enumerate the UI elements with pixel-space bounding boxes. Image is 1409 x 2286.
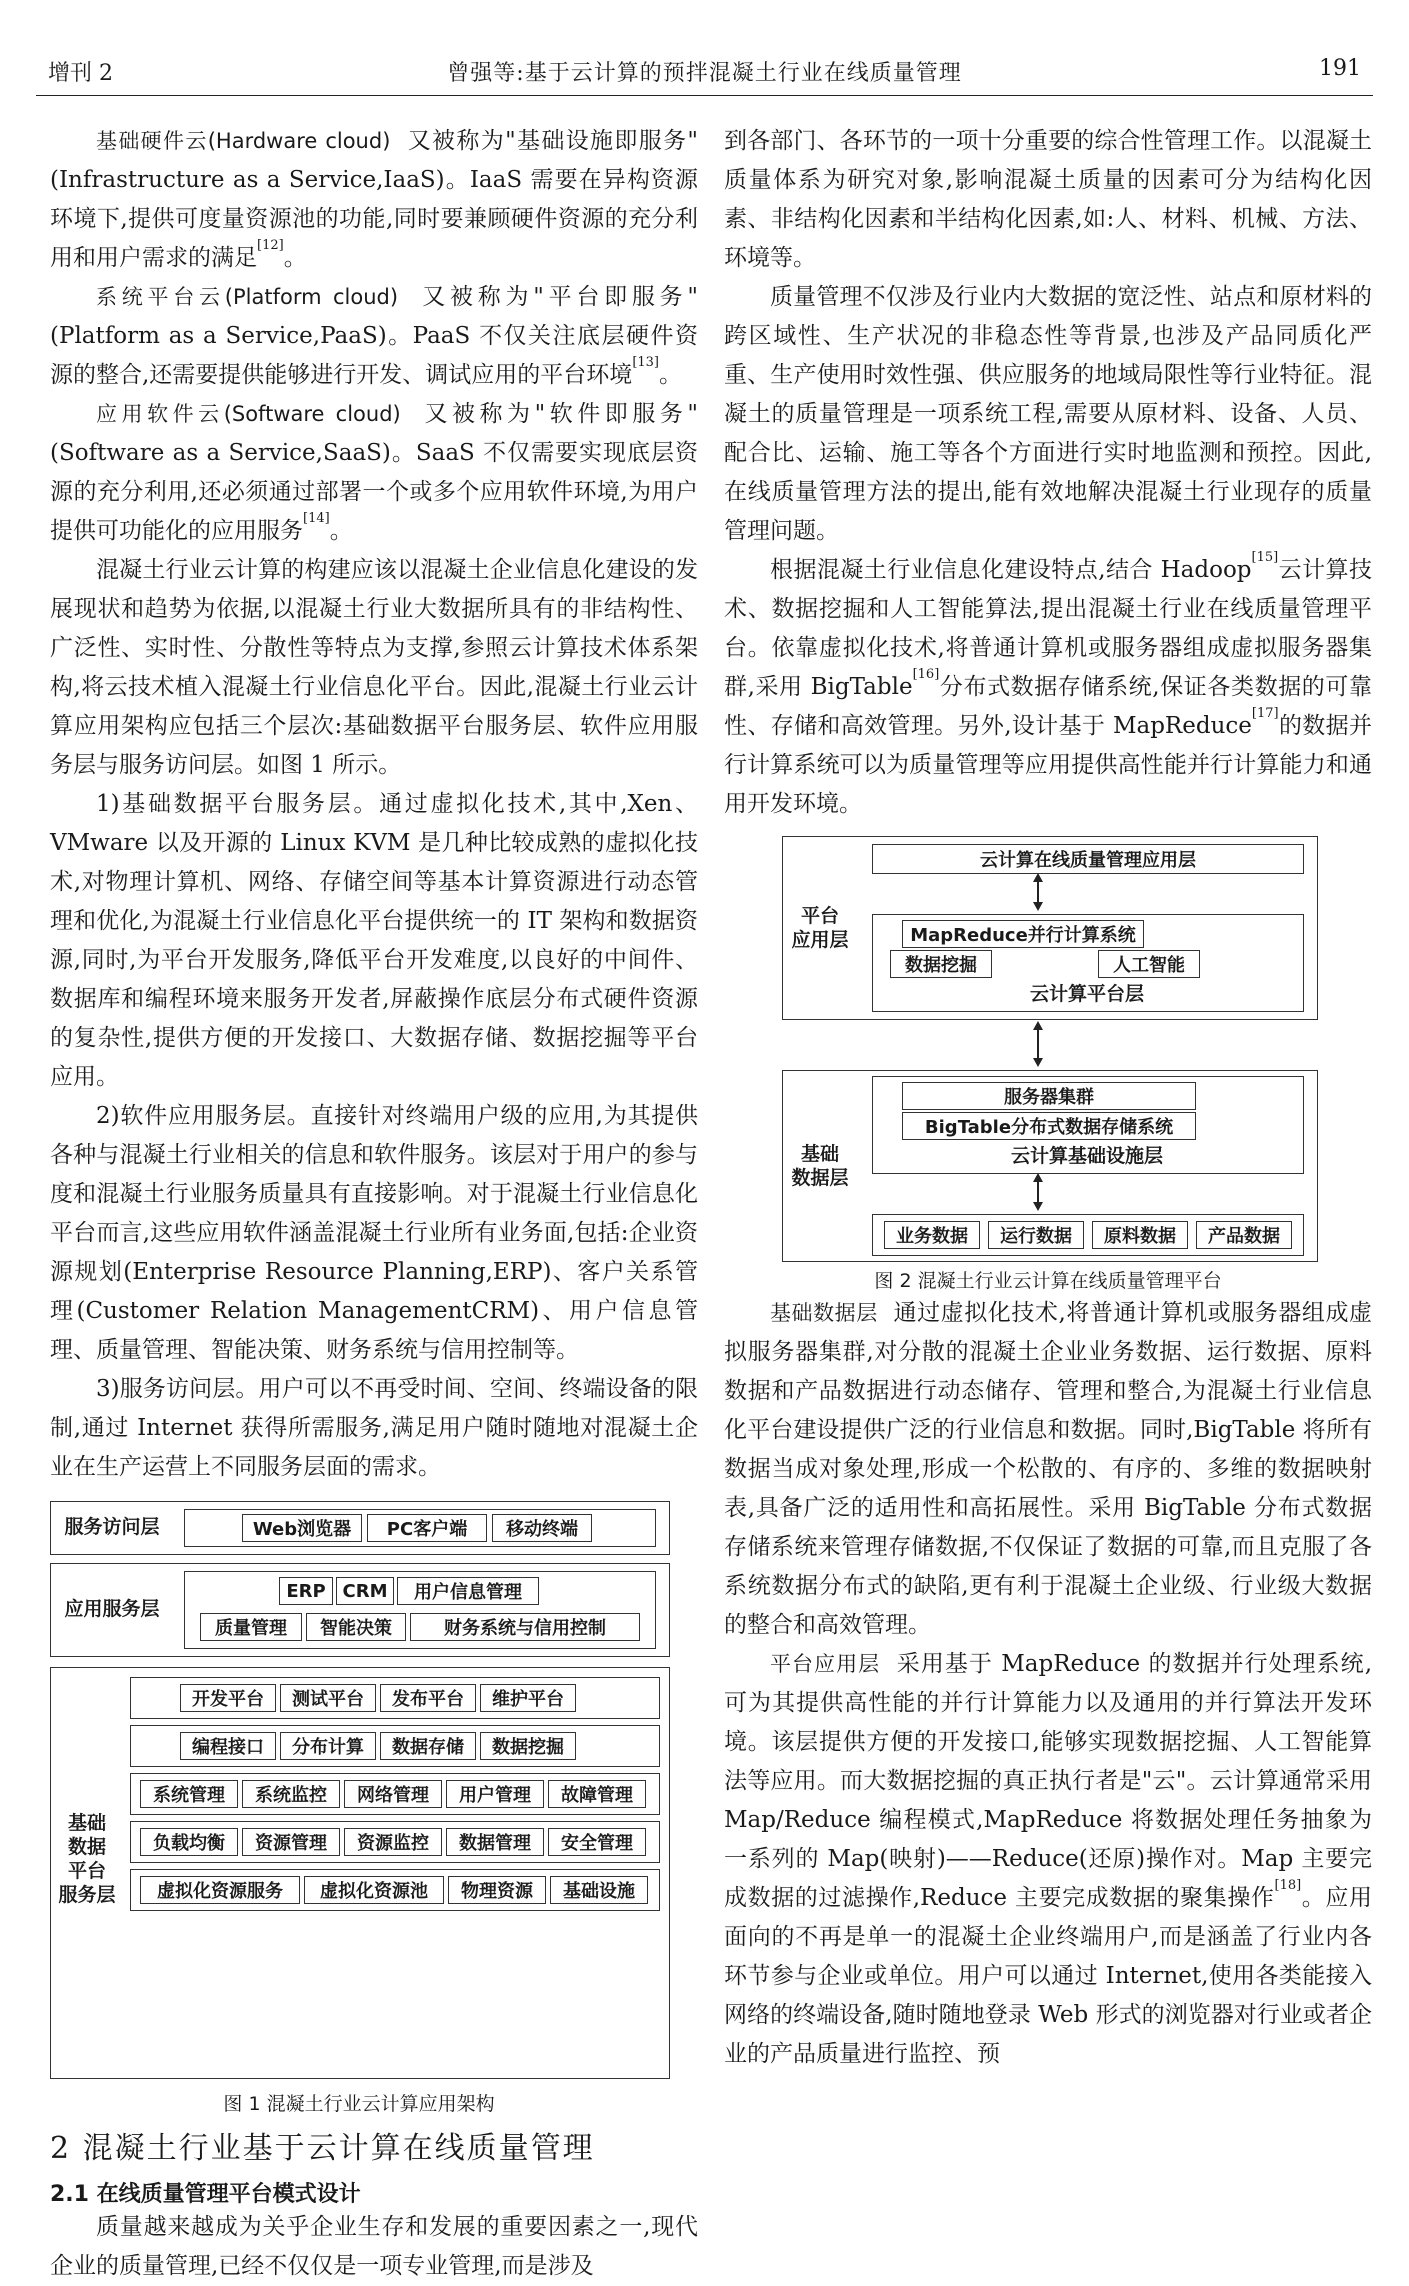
base-item: 发布平台 bbox=[380, 1684, 476, 1712]
text: 云计算技术、数据挖掘和人工智能算法,提出混凝土行业在线质量管理平台。依靠虚拟化技术,将普通计算机或服务器组成虚拟服务器集群,采用 BigTable bbox=[724, 557, 1372, 700]
data-item: 运行数据 bbox=[988, 1221, 1084, 1249]
text: 根据混凝土行业信息化建设特点,结合 Hadoop bbox=[770, 557, 1252, 583]
text: 又被称为"基础设施即服务"(Infrastructure as a Service,IaaS)。IaaS 需要在异构资源环境下,提供可度量资源池的功能,同时要兼顾硬件资源的充分利用和用户需求的满足 bbox=[50, 128, 698, 271]
mapreduce-box: MapReduce并行计算系统 bbox=[902, 920, 1144, 948]
data-mining-box: 数据挖掘 bbox=[890, 950, 992, 978]
base-item: 物理资源 bbox=[448, 1876, 546, 1904]
base-item: 测试平台 bbox=[280, 1684, 376, 1712]
paragraph-base-layer: 1)基础数据平台服务层。通过虚拟化技术,其中,Xen、VMware 以及开源的 Linux KVM 是几种比较成熟的虚拟化技术,对物理计算机、网络、存储空间等基本计算资源进行动态管理和优化,为混凝土行业信息化平台提供统一的 IT 架构和数据资源,同时,为平台开发服务,降低平台开发难度,以良好的中间件、数据库和编程环境来服务开发者,屏蔽操作底层分布式硬件资源的复杂性,提供方便的开发接口、大数据存储、数据挖掘等平台应用。 bbox=[50, 791, 698, 1090]
paragraph-base-data-layer bbox=[724, 1294, 1372, 1645]
figure-2-caption: 图 2 混凝土行业云计算在线质量管理平台 bbox=[874, 1270, 1222, 1292]
page-header bbox=[36, 48, 1373, 96]
left-column bbox=[50, 122, 698, 2286]
citation: [13] bbox=[632, 355, 659, 370]
server-cluster-box: 服务器集群 bbox=[902, 1082, 1196, 1110]
data-item: 业务数据 bbox=[884, 1221, 980, 1249]
data-item: 产品数据 bbox=[1196, 1221, 1292, 1249]
citation: [16] bbox=[912, 667, 940, 682]
paragraph-architecture: 混凝土行业云计算的构建应该以混凝土企业信息化建设的发展现状和趋势为依据,以混凝土行业大数据所具有的非结构性、广泛性、实时性、分散性等特点为支撑,参照云计算技术体系架构,将云技术植入混凝土行业信息化平台。因此,混凝土行业云计算应用架构应包括三个层次:基础数据平台服务层、软件应用服务层与服务访问层。如图 1 所示。 bbox=[50, 557, 698, 778]
app-item: 财务系统与信用控制 bbox=[410, 1613, 640, 1641]
paragraph-saas: 应用软件云(Software cloud) 又被称为"软件即服务"(Software as a Service,SaaS)。SaaS 不仅需要实现底层资源的充分利用,还必须通过部署一个或多个应用软件环境,为用户提供可功能化的应用服务[14]。 bbox=[50, 401, 698, 544]
keyword: 系统平台云(Platform cloud) bbox=[96, 285, 399, 309]
citation: [18] bbox=[1274, 1878, 1302, 1893]
text: 又被称为"平台即服务"(Platform as a Service,PaaS)。PaaS 不仅关注底层硬件资源的整合,还需要提供能够进行开发、调试应用的平台环境 bbox=[50, 284, 698, 388]
paragraph-access-layer: 3)服务访问层。用户可以不再受时间、空间、终端设备的限制,通过 Internet 获得所需服务,满足用户随时随地对混凝土企业在生产运营上不同服务层面的需求。 bbox=[50, 1376, 698, 1480]
paragraph-quality-cont: 到各部门、各环节的一项十分重要的综合性管理工作。以混凝土质量体系为研究对象,影响混凝土质量的因素可分为结构化因素、非结构化因素和半结构化因素,如:人、材料、机械、方法、环境等。 bbox=[724, 128, 1372, 271]
base-item: 负载均衡 bbox=[140, 1828, 238, 1856]
figure-1 bbox=[50, 1501, 698, 2113]
base-item: 编程接口 bbox=[180, 1732, 276, 1760]
paragraph-quality: 质量越来越成为关乎企业生存和发展的重要因素之一,现代企业的质量管理,已经不仅仅是一项专业管理,而是涉及 bbox=[50, 2214, 698, 2279]
base-item: 分布计算 bbox=[280, 1732, 376, 1760]
base-item: 资源管理 bbox=[242, 1828, 340, 1856]
citation: [12] bbox=[257, 238, 284, 253]
text: 采用基于 MapReduce 的数据并行处理系统,可为其提供高性能的并行计算能力以及通用的并行算法开发环境。该层提供方便的开发接口,能够实现数据挖掘、人工智能算法等应用。而大数据挖掘的真正执行者是"云"。云计算通常采用 Map/Reduce 编程模式,MapReduce 将数据处理任务抽象为一系列的 Map(映射)——Reduce(还原)操作对。Map 主要完成数据的过滤操作,Reduce 主要完成数据的聚集操作 bbox=[724, 1651, 1373, 1911]
base-item: 资源监控 bbox=[344, 1828, 442, 1856]
app-item: CRM bbox=[336, 1577, 394, 1605]
citation: [15] bbox=[1251, 550, 1279, 565]
ai-box: 人工智能 bbox=[1098, 950, 1200, 978]
base-data-layer-label: 基础 数据层 bbox=[791, 1143, 849, 1189]
paragraph-hadoop bbox=[724, 551, 1372, 824]
access-item: Web浏览器 bbox=[242, 1514, 362, 1542]
app-layer-label: 应用服务层 bbox=[64, 1598, 160, 1620]
paragraph-platform-app-layer bbox=[724, 1645, 1372, 2074]
data-item: 原料数据 bbox=[1092, 1221, 1188, 1249]
keyword: 平台应用层 bbox=[770, 1652, 881, 1676]
keyword: 应用软件云(Software cloud) bbox=[96, 402, 401, 426]
base-item: 虚拟化资源池 bbox=[304, 1876, 444, 1904]
base-item: 网络管理 bbox=[344, 1780, 442, 1808]
base-item: 基础设施 bbox=[550, 1876, 648, 1904]
base-item: 虚拟化资源服务 bbox=[140, 1876, 300, 1904]
citation: [17] bbox=[1251, 706, 1279, 721]
app-item: 用户信息管理 bbox=[397, 1577, 539, 1605]
citation: [14] bbox=[303, 511, 330, 526]
platform-layer-label: 平台 应用层 bbox=[791, 905, 849, 951]
keyword: 基础硬件云(Hardware cloud) bbox=[96, 129, 391, 153]
access-item: PC客户端 bbox=[367, 1514, 487, 1542]
text: 。应用面向的不再是单一的混凝土企业终端用户,而是涵盖了行业内各环节参与企业或单位。用户可以通过 Internet,使用各类能接入网络的终端设备,随时随地登录 Web 形式的浏览器对行业或者企业的产品质量进行监控、预 bbox=[724, 1885, 1372, 2067]
base-item: 系统监控 bbox=[242, 1780, 340, 1808]
base-item: 系统管理 bbox=[140, 1780, 238, 1808]
app-layer-box: 云计算在线质量管理应用层 bbox=[872, 844, 1304, 874]
app-item: 智能决策 bbox=[306, 1613, 406, 1641]
figure-1-caption: 图 1 混凝土行业云计算应用架构 bbox=[223, 2093, 495, 2115]
app-item: ERP bbox=[279, 1577, 333, 1605]
right-column bbox=[724, 122, 1372, 2074]
paragraph-paas: 系统平台云(Platform cloud) 又被称为"平台即服务"(Platform as a Service,PaaS)。PaaS 不仅关注底层硬件资源的整合,还需要提供能够进行开发、调试应用的平台环境[13]。 bbox=[50, 284, 698, 388]
app-item: 质量管理 bbox=[200, 1613, 302, 1641]
keyword: 基础数据层 bbox=[770, 1301, 878, 1325]
bigtable-box: BigTable分布式数据存储系统 bbox=[902, 1112, 1196, 1140]
double-arrow-icon bbox=[1030, 1172, 1046, 1212]
base-item: 安全管理 bbox=[548, 1828, 646, 1856]
paragraph-iaas: 基础硬件云(Hardware cloud) 又被称为"基础设施即服务"(Infrastructure as a Service,IaaS)。IaaS 需要在异构资源环境下,提供可度量资源池的功能,同时要兼顾硬件资源的充分利用和用户需求的满足[12]。 bbox=[50, 128, 698, 271]
base-item: 开发平台 bbox=[180, 1684, 276, 1712]
base-item: 数据管理 bbox=[446, 1828, 544, 1856]
figure-2 bbox=[724, 836, 1372, 1290]
access-item: 移动终端 bbox=[492, 1514, 592, 1542]
base-item: 用户管理 bbox=[446, 1780, 544, 1808]
access-layer-label: 服务访问层 bbox=[64, 1516, 160, 1538]
running-title: 曾强等:基于云计算的预拌混凝土行业在线质量管理 bbox=[447, 61, 962, 86]
text: 的数据并行计算系统可以为质量管理等应用提供高性能并行计算能力和通用开发环境。 bbox=[724, 713, 1372, 817]
cloud-platform-label: 云计算平台层 bbox=[1029, 983, 1144, 1005]
text: 分布式数据存储系统,保证各类数据的可靠性、存储和高效管理。另外,设计基于 MapReduce bbox=[724, 674, 1373, 739]
base-item: 维护平台 bbox=[480, 1684, 576, 1712]
journal-issue: 增刊 2 bbox=[48, 61, 113, 86]
base-item: 数据挖掘 bbox=[480, 1732, 576, 1760]
base-item: 数据存储 bbox=[380, 1732, 476, 1760]
double-arrow-icon bbox=[1030, 872, 1046, 912]
header-rule bbox=[36, 95, 1373, 96]
base-platform-label: 基础 数据 平台 服务层 bbox=[58, 1812, 116, 1906]
base-item: 故障管理 bbox=[548, 1780, 646, 1808]
text: 通过虚拟化技术,将普通计算机或服务器组成虚拟服务器集群,对分散的混凝土企业业务数据、运行数据、原料数据和产品数据进行动态储存、管理和整合,为混凝土行业信息化平台建设提供广泛的行业信息和数据。同时,BigTable 将所有数据当成对象处理,形成一个松散的、有序的、多维的数据映射表,具备广泛的适用性和高拓展性。采用 BigTable 分布式数据存储系统来管理存储数据,不仅保证了数据的可靠,而且克服了各系统数据分布式的缺陷,更有利于混凝土企业级、行业级大数据的整合和高效管理。 bbox=[724, 1300, 1373, 1638]
infra-label: 云计算基础设施层 bbox=[1010, 1145, 1163, 1167]
paragraph-quality-bg: 质量管理不仅涉及行业内大数据的宽泛性、站点和原材料的跨区域性、生产状况的非稳态性等背景,也涉及产品同质化严重、生产使用时效性强、供应服务的地域局限性等行业特征。混凝土的质量管理是一项系统工程,需要从原材料、设备、人员、配合比、运输、施工等各个方面进行实时地监测和预控。因此,在线质量管理方法的提出,能有效地解决混凝土行业现存的质量管理问题。 bbox=[724, 284, 1372, 544]
page-number: 191 bbox=[1319, 56, 1361, 81]
text: 又被称为"软件即服务"(Software as a Service,SaaS)。SaaS 不仅需要实现底层资源的充分利用,还必须通过部署一个或多个应用软件环境,为用户提供可功能化的应用服务 bbox=[50, 401, 698, 544]
section-title: 2 混凝土行业基于云计算在线质量管理 bbox=[50, 2131, 595, 2166]
paragraph-app-layer: 2)软件应用服务层。直接针对终端用户级的应用,为其提供各种与混凝土行业相关的信息和软件服务。该层对于用户的参与度和混凝土行业服务质量具有直接影响。对于混凝土行业信息化平台而言,这些应用软件涵盖混凝土行业所有业务面,包括:企业资源规划(Enterprise Resource Planning,ERP)、客户关系管理(Customer Relation ManagementCRM)、用户信息管理、质量管理、智能决策、财务系统与信用控制等。 bbox=[50, 1103, 698, 1363]
double-arrow-icon bbox=[1030, 1020, 1046, 1068]
subsection-title: 2.1 在线质量管理平台模式设计 bbox=[50, 2182, 361, 2207]
